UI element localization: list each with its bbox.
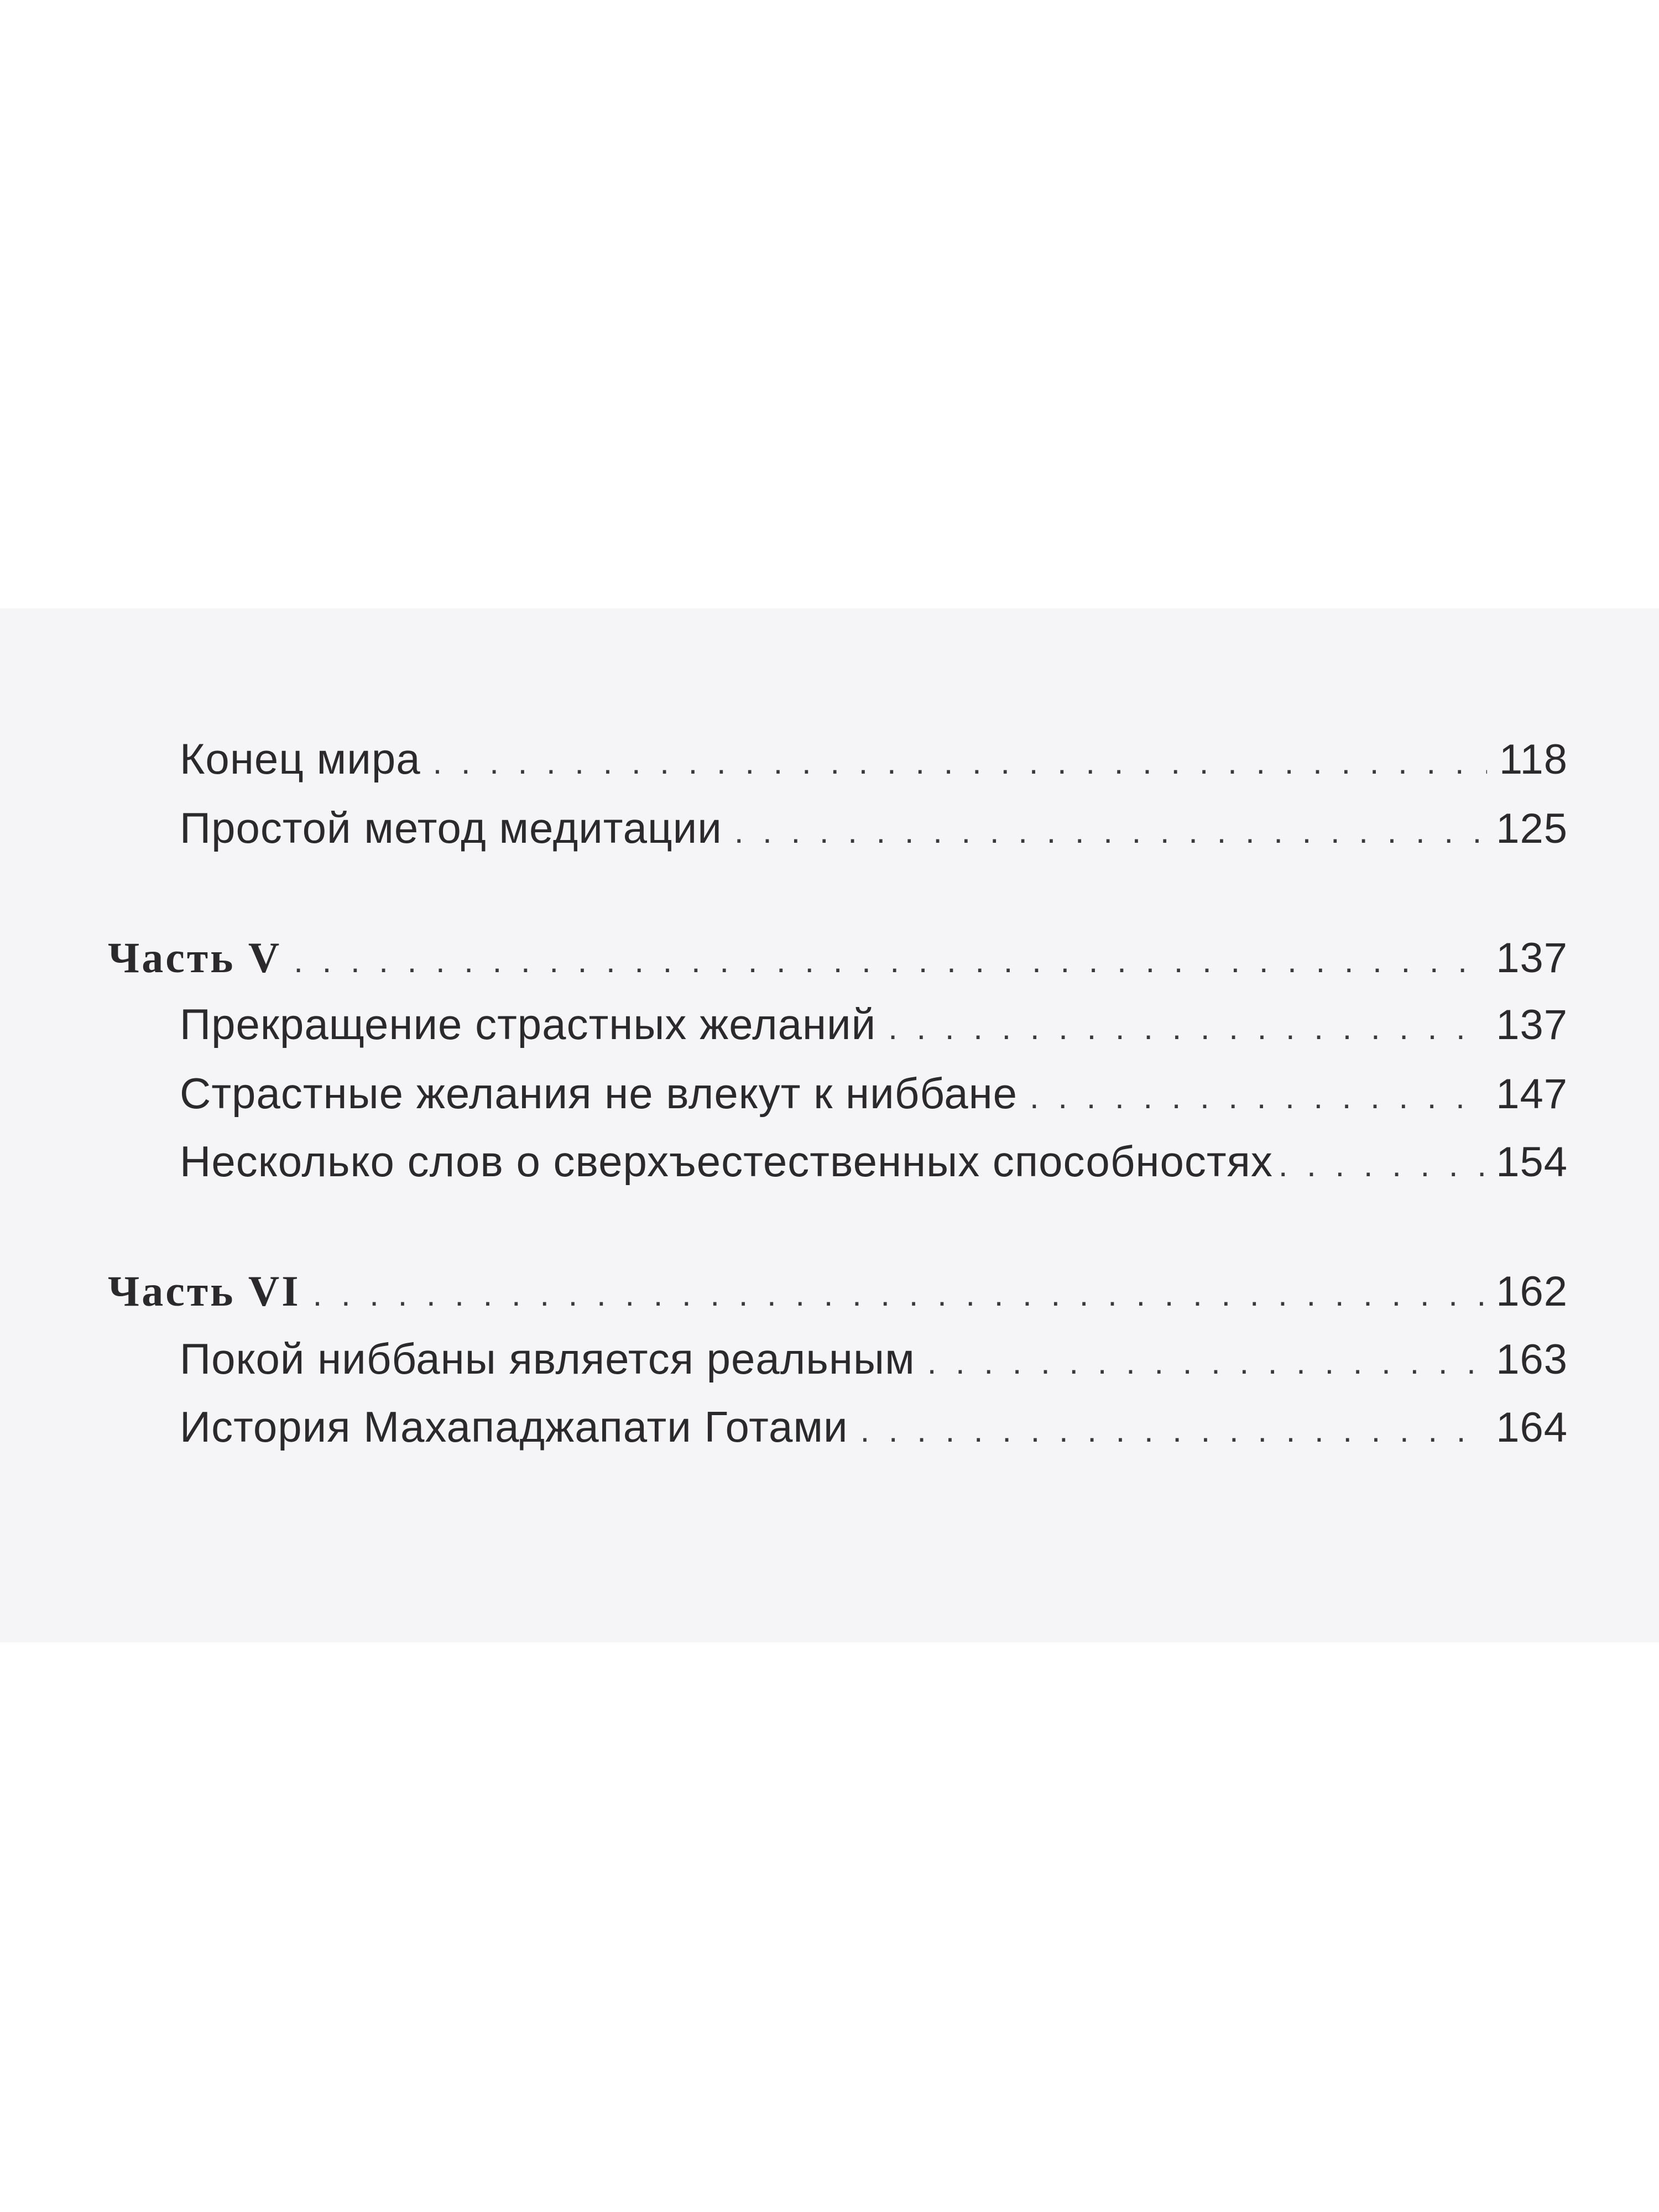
toc-entry [180,728,1568,789]
toc-entry-title: Простой метод медитации [180,804,722,852]
toc-entry-page: 154 [1496,1139,1568,1186]
dot-leader [294,931,1484,992]
toc-entry-title: История Махападжапати Готами [180,1402,848,1451]
toc-entry-page: 162 [1496,1268,1568,1315]
toc-part-title: Часть VI [108,1267,301,1315]
toc-entry [180,1396,1568,1457]
toc-entry [180,797,1568,858]
dot-leader [433,732,1487,793]
toc-entry [180,1063,1568,1124]
dot-leader [1279,1135,1490,1196]
toc-entry-title: Конец мира [180,734,421,783]
dot-leader [860,1400,1484,1461]
toc-entry [180,1131,1568,1192]
dot-leader [888,998,1484,1058]
toc-entry-page: 125 [1496,805,1568,852]
toc-entry [180,1328,1568,1389]
toc-entry-page: 137 [1496,1001,1568,1048]
toc-entry-title: Страстные желания не влекут к ниббане [180,1069,1018,1118]
toc-part-heading [108,1261,1568,1322]
toc-part-title: Часть V [108,933,282,982]
toc-entry-title: Несколько слов о сверхъестественных способностях [180,1137,1273,1186]
toc-entry-page: 164 [1496,1404,1568,1451]
dot-leader [927,1332,1484,1393]
toc-entry-page: 147 [1496,1071,1568,1118]
toc-entry [180,994,1568,1055]
dot-leader [313,1264,1484,1325]
toc-entry-page: 137 [1496,935,1568,982]
dot-leader [1030,1067,1484,1128]
dot-leader [734,801,1484,862]
toc-entry-title: Прекращение страстных желаний [180,1000,877,1048]
toc-part-heading [108,927,1568,988]
toc-entry-page: 118 [1499,736,1568,783]
toc-entry-page: 163 [1496,1336,1568,1383]
toc-entry-title: Покой ниббаны является реальным [180,1334,915,1383]
